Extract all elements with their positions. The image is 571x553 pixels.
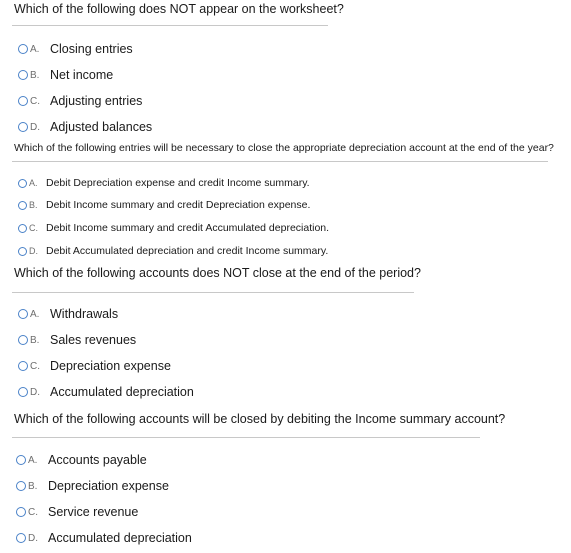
radio-button-icon[interactable] [18, 44, 28, 54]
question-3-text: Which of the following accounts does NOT close at the end of the period? [14, 266, 421, 280]
option-letter: A. [29, 178, 38, 188]
option-label: Net income [50, 68, 114, 82]
option-letter: B. [30, 69, 40, 81]
question-4-text: Which of the following accounts will be closed by debiting the Income summary account? [14, 412, 506, 426]
option-label: Accounts payable [48, 453, 147, 467]
radio-button-icon[interactable] [16, 533, 26, 543]
option-label: Sales revenues [50, 333, 137, 347]
radio-button-icon[interactable] [18, 224, 27, 233]
option-letter: D. [28, 532, 38, 544]
option-letter: B. [28, 480, 38, 492]
question-4-divider [12, 437, 480, 438]
question-4-option-c[interactable] [16, 505, 138, 519]
option-label: Accumulated depreciation [50, 385, 194, 399]
option-letter: B. [30, 334, 40, 346]
question-4-option-b[interactable] [16, 479, 169, 493]
question-2-option-c[interactable] [18, 222, 329, 234]
question-3-option-b[interactable] [18, 333, 136, 347]
option-letter: C. [28, 506, 38, 518]
option-label: Debit Accumulated depreciation and credit Income summary. [46, 245, 329, 257]
radio-button-icon[interactable] [16, 507, 26, 517]
option-label: Debit Depreciation expense and credit Income summary. [46, 177, 310, 189]
radio-button-icon[interactable] [16, 481, 26, 491]
radio-button-icon[interactable] [18, 387, 28, 397]
question-1-option-c[interactable] [18, 94, 142, 108]
question-1-divider [12, 25, 328, 26]
option-letter: A. [30, 308, 40, 320]
radio-button-icon[interactable] [18, 96, 28, 106]
question-1-option-b[interactable] [18, 68, 113, 82]
question-4-option-a[interactable] [16, 453, 147, 467]
radio-button-icon[interactable] [18, 122, 28, 132]
option-letter: A. [28, 454, 38, 466]
question-3-divider [12, 292, 414, 293]
option-letter: D. [30, 121, 40, 133]
question-1-option-a[interactable] [18, 42, 133, 56]
radio-button-icon[interactable] [18, 201, 27, 210]
option-label: Debit Income summary and credit Accumulated depreciation. [46, 222, 330, 234]
radio-button-icon[interactable] [16, 455, 26, 465]
question-2-option-a[interactable] [18, 177, 310, 189]
option-letter: D. [29, 246, 38, 256]
question-4-option-d[interactable] [16, 531, 192, 545]
option-label: Depreciation expense [48, 479, 169, 493]
question-1-text: Which of the following does NOT appear on the worksheet? [14, 2, 344, 16]
question-2-text: Which of the following entries will be necessary to close the appropriate depreciation account at the end of the year? [14, 142, 554, 154]
option-label: Accumulated depreciation [48, 531, 192, 545]
option-label: Adjusting entries [50, 94, 143, 108]
question-2-option-d[interactable] [18, 245, 328, 257]
radio-button-icon[interactable] [18, 247, 27, 256]
radio-button-icon[interactable] [18, 361, 28, 371]
question-3-option-a[interactable] [18, 307, 118, 321]
question-2-option-b[interactable] [18, 199, 310, 211]
option-letter: A. [30, 43, 40, 55]
radio-button-icon[interactable] [18, 70, 28, 80]
question-1-option-d[interactable] [18, 120, 152, 134]
option-letter: C. [30, 95, 40, 107]
option-label: Debit Income summary and credit Depreciation expense. [46, 199, 311, 211]
option-letter: C. [30, 360, 40, 372]
option-label: Depreciation expense [50, 359, 171, 373]
question-3-option-c[interactable] [18, 359, 171, 373]
option-label: Adjusted balances [50, 120, 153, 134]
option-label: Withdrawals [50, 307, 119, 321]
radio-button-icon[interactable] [18, 309, 28, 319]
option-letter: C. [29, 223, 38, 233]
option-letter: B. [29, 200, 38, 210]
question-2-divider [12, 161, 548, 162]
option-letter: D. [30, 386, 40, 398]
question-3-option-d[interactable] [18, 385, 194, 399]
radio-button-icon[interactable] [18, 335, 28, 345]
option-label: Service revenue [48, 505, 139, 519]
radio-button-icon[interactable] [18, 179, 27, 188]
option-label: Closing entries [50, 42, 133, 56]
